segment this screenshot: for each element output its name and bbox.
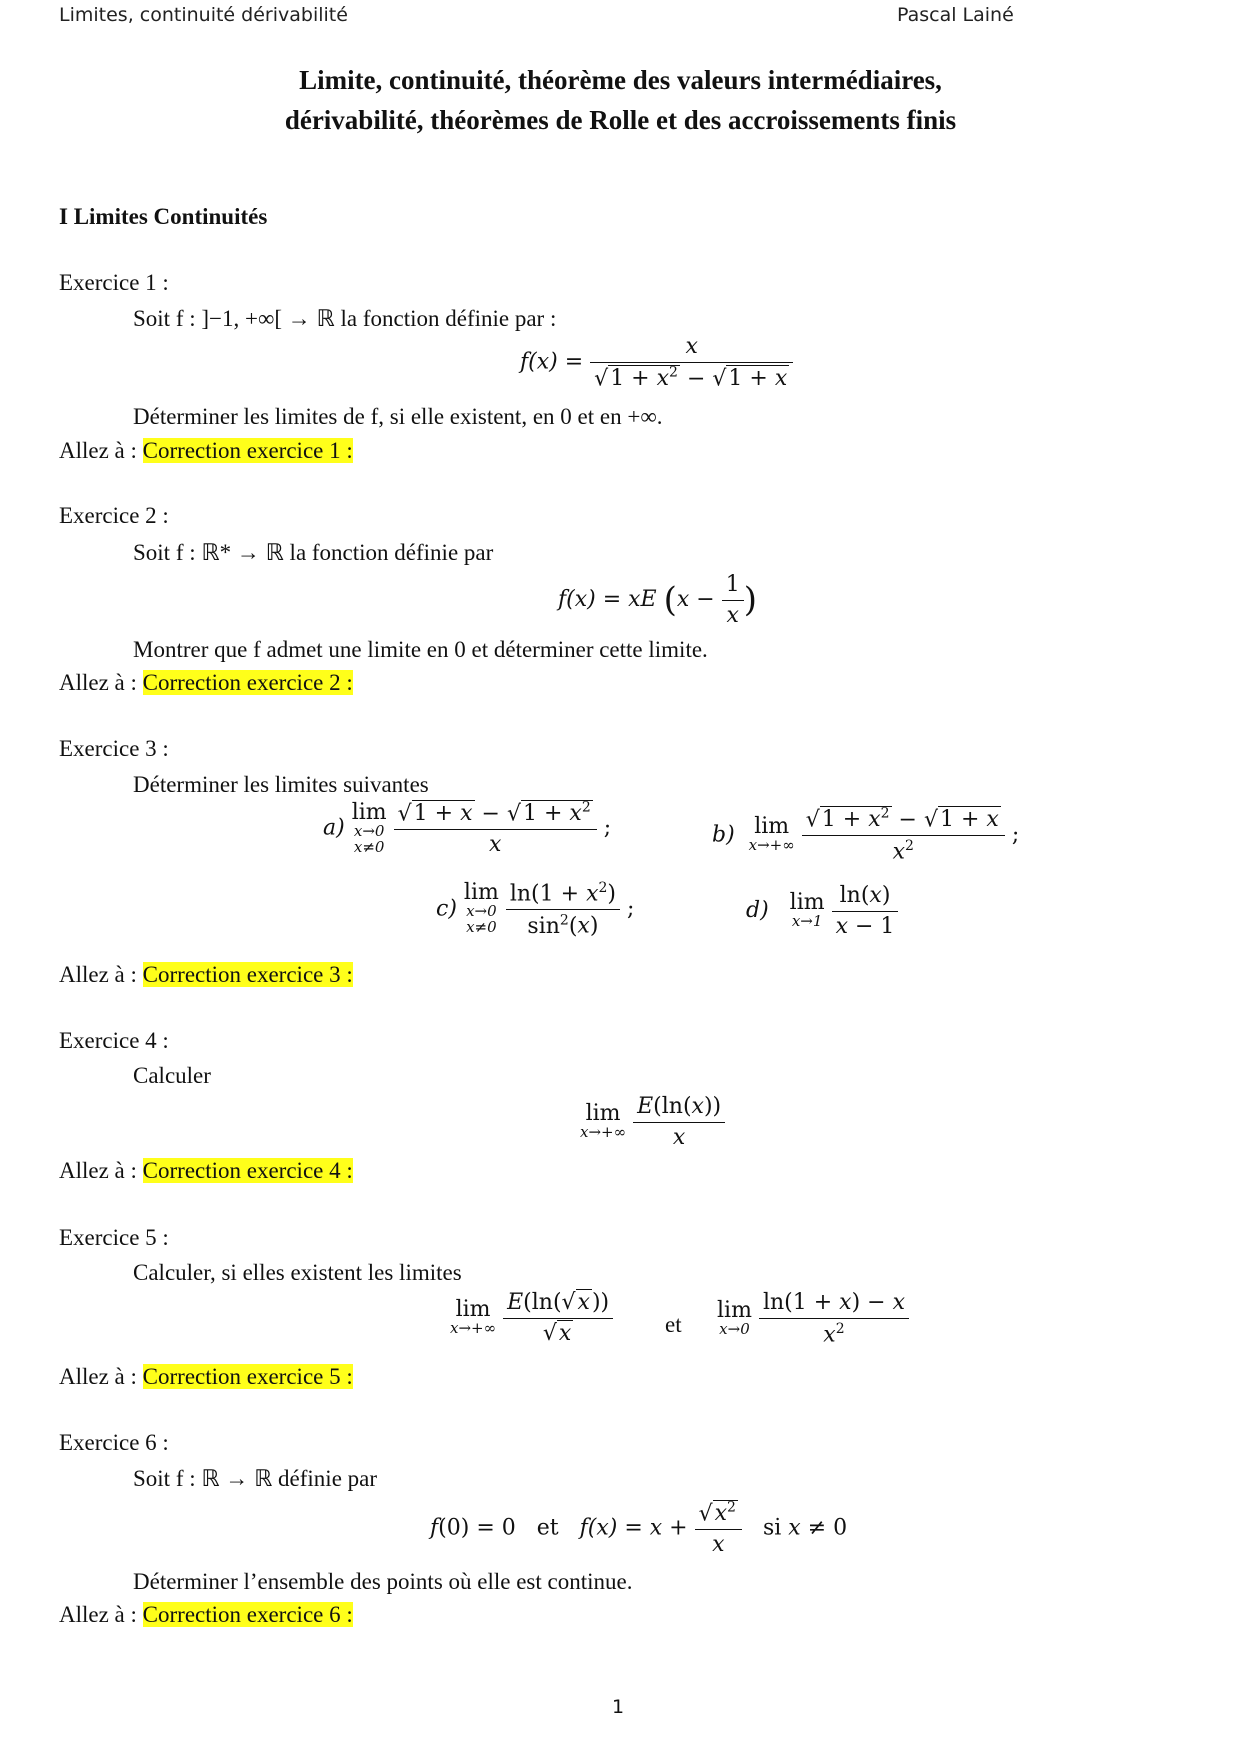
limit-d: d) lim x→1 $\frac{\ln(x)}{x - 1}$ — [746, 883, 898, 939]
correction-4-link[interactable]: Correction exercice 4 : — [142, 1158, 353, 1183]
exercise-3-statement: Déterminer les limites suivantes — [133, 772, 429, 797]
page-number: 1 — [612, 1696, 625, 1718]
exercise-1-formula: f(x) = $\frac{x}{√1 + x^2 - √1 + x}$ — [520, 334, 793, 391]
allez-label: Allez à : — [59, 438, 137, 463]
exercise-3-nav — [59, 962, 353, 988]
limit-c: c) lim x→0 x≠0 $\frac{\ln(1 + x^2)}{\sin^2(x)}$ ; — [436, 880, 635, 939]
document-title — [0, 60, 1241, 140]
exercise-5-formula-1: lim x→+∞ $\frac{E(\ln(√x))}{√x}$ — [450, 1290, 613, 1346]
title-line-2: dérivabilité, théorèmes de Rolle et des accroissements finis — [284, 105, 957, 135]
allez-label: Allez à : — [59, 1158, 137, 1183]
exercise-6-nav — [59, 1602, 353, 1628]
header-right: Pascal Lainé — [897, 4, 1014, 26]
allez-label: Allez à : — [59, 1364, 137, 1389]
exercise-5-statement: Calculer, si elles existent les limites — [133, 1260, 462, 1285]
exercise-4-formula: lim x→+∞ $\frac{E(\ln(x))}{x}$ — [580, 1094, 725, 1150]
exercise-1-statement: Soit f : ]−1, +∞[ → ℝ la fonction définie par : — [133, 306, 557, 331]
header-left: Limites, continuité dérivabilité — [59, 4, 348, 26]
exercise-2-question: Montrer que f admet une limite en 0 et déterminer cette limite. — [133, 637, 708, 662]
allez-label: Allez à : — [59, 962, 137, 987]
correction-1-link[interactable]: Correction exercice 1 : — [142, 438, 353, 463]
exercise-5-label: Exercice 5 : — [59, 1225, 169, 1250]
exercise-4-nav — [59, 1158, 353, 1184]
correction-6-link[interactable]: Correction exercice 6 : — [142, 1602, 353, 1627]
exercise-2-statement: Soit f : ℝ* → ℝ la fonction définie par — [133, 540, 494, 565]
allez-label: Allez à : — [59, 670, 137, 695]
exercise-2-label: Exercice 2 : — [59, 503, 169, 528]
title-line-1: Limite, continuité, théorème des valeurs intermédiaires, — [299, 65, 942, 95]
exercise-2-formula: f(x) = xE (x − $\frac{1}{x}$ ) — [558, 572, 757, 628]
exercise-1-question: Déterminer les limites de f, si elle existent, en 0 et en +∞. — [133, 404, 663, 429]
exercise-4-statement: Calculer — [133, 1063, 211, 1088]
exercise-4-label: Exercice 4 : — [59, 1028, 169, 1053]
section-heading: I Limites Continuités — [59, 204, 268, 229]
exercise-6-label: Exercice 6 : — [59, 1430, 169, 1455]
exercise-5-nav — [59, 1364, 353, 1390]
exercise-6-formula: f(0) = 0 et f(x) = x + $\frac{√x^2}{x}$ si x ≠ 0 — [430, 1500, 848, 1558]
limit-a: a) lim x→0 x≠0 $\frac{√1 + x - √1 + x^2}{x}$ ; — [323, 799, 612, 858]
correction-5-link[interactable]: Correction exercice 5 : — [142, 1364, 353, 1389]
exercise-5-formula-2: lim x→0 $\frac{\ln(1 + x) - x}{x^2}$ — [717, 1290, 909, 1347]
exercise-1-label: Exercice 1 : — [59, 270, 169, 295]
exercise-1-nav — [59, 438, 353, 464]
correction-3-link[interactable]: Correction exercice 3 : — [142, 962, 353, 987]
allez-label: Allez à : — [59, 1602, 137, 1627]
exercise-2-nav — [59, 670, 353, 696]
limit-b: b) lim x→+∞ $\frac{√1 + x^2 - √1 + x}{x^2}$ ; — [712, 806, 1020, 865]
exercise-6-statement: Soit f : ℝ → ℝ définie par — [133, 1466, 378, 1491]
exercise-3-label: Exercice 3 : — [59, 736, 169, 761]
correction-2-link[interactable]: Correction exercice 2 : — [142, 670, 353, 695]
exercise-6-question: Déterminer l’ensemble des points où elle est continue. — [133, 1569, 633, 1594]
exercise-5-et: et — [665, 1312, 682, 1337]
